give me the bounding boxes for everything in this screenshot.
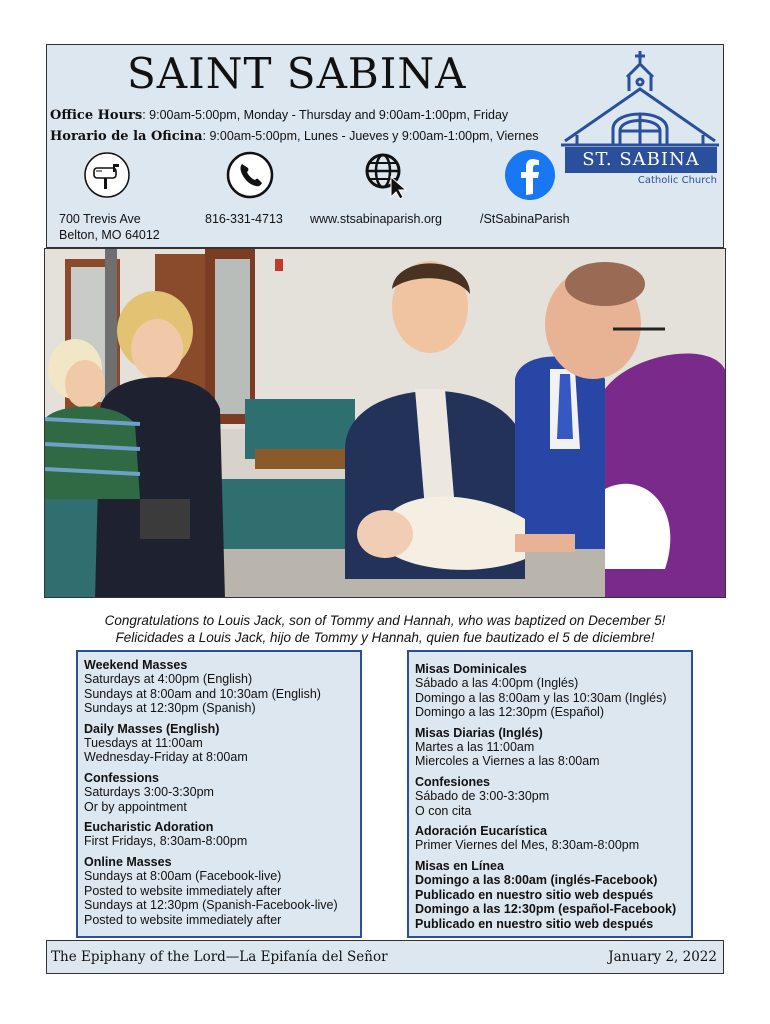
schedule-line: Sábado a las 4:00pm (Inglés) (415, 676, 579, 691)
office-hours-label: Office Hours (50, 108, 143, 123)
bulletin-date: January 2, 2022 (608, 949, 717, 965)
mailbox-icon (83, 151, 131, 199)
schedule-line: Sundays at 12:30pm (Spanish) (84, 701, 256, 716)
office-hours-value: : 9:00am-5:00pm, Monday - Thursday and 9:00am-1:00pm, Friday (142, 108, 509, 122)
section-heading: Misas Diarias (Inglés) (415, 725, 543, 740)
schedule-line: O con cita (415, 803, 472, 818)
phone-number: 816-331-4713 (205, 212, 283, 226)
schedule-section (415, 726, 691, 769)
schedule-line: First Fridays, 8:30am-8:00pm (84, 834, 248, 849)
caption-spanish: Felicidades a Louis Jack, hijo de Tommy y Hannah, quien fue bautizado el 5 de diciembre! (115, 630, 655, 645)
schedule-line: Wednesday-Friday at 8:00am (84, 750, 248, 765)
section-heading: Weekend Masses (84, 658, 188, 672)
schedule-section (84, 658, 360, 716)
feast-title: The Epiphany of the Lord—La Epifanía del Señor (51, 949, 388, 965)
schedule-line: Publicado en nuestro sitio web después (415, 887, 654, 902)
globe-cursor-icon (363, 151, 411, 199)
footer-bar (46, 940, 724, 974)
schedule-section (84, 820, 360, 849)
schedule-line: Sundays at 8:00am and 10:30am (English) (84, 686, 321, 701)
baptism-scene-illustration (45, 249, 726, 598)
baptism-photo (44, 248, 726, 598)
schedule-line: Primer Viernes del Mes, 8:30am-8:00pm (415, 838, 640, 853)
horario-value: : 9:00am-5:00pm, Lunes - Jueves y 9:00am-1:00pm, Viernes (202, 129, 539, 143)
mass-schedule-english (76, 650, 362, 938)
caption-english: Congratulations to Louis Jack, son of Tommy and Hannah, who was baptized on December 5! (104, 613, 666, 628)
section-heading: Online Masses (84, 854, 172, 869)
mass-schedule-spanish (407, 650, 693, 938)
address (59, 211, 160, 243)
horario-oficina (50, 129, 539, 144)
schedule-line: Martes a las 11:00am (415, 740, 535, 755)
section-heading: Misas en Línea (415, 858, 504, 873)
phone-icon (226, 151, 274, 199)
schedule-section (84, 771, 360, 814)
schedule-line: Sábado de 3:00-3:30pm (415, 789, 550, 804)
section-heading: Misas Dominicales (415, 662, 527, 676)
logo-name: ST. SABINA (565, 147, 717, 173)
schedule-section (415, 662, 691, 720)
schedule-line: Saturdays at 4:00pm (English) (84, 672, 253, 687)
address-line-1: 700 Trevis Ave (59, 212, 141, 226)
header-panel (46, 44, 724, 248)
schedule-line: Domingo a las 12:30pm (Español) (415, 705, 604, 720)
website-link[interactable]: www.stsabinaparish.org (310, 212, 443, 226)
schedule-section (84, 722, 360, 765)
schedule-line: Domingo a las 8:00am y las 10:30am (Inglés) (415, 690, 667, 705)
schedule-line: Posted to website immediately after (84, 883, 282, 898)
schedule-section (415, 859, 691, 931)
logo-subtitle: Catholic Church (637, 175, 717, 186)
horario-label: Horario de la Oficina (50, 129, 203, 144)
schedule-section (415, 824, 691, 853)
schedule-line: Domingo a las 8:00am (inglés-Facebook) (415, 873, 658, 888)
schedule-line: Or by appointment (84, 799, 187, 814)
section-heading: Daily Masses (English) (84, 721, 220, 736)
schedule-line: Sundays at 8:00am (Facebook-live) (84, 869, 282, 884)
section-heading: Confessions (84, 770, 160, 785)
facebook-link[interactable]: /StSabinaParish (480, 212, 570, 226)
section-heading: Confesiones (415, 774, 491, 789)
section-heading: Adoración Eucarística (415, 824, 547, 839)
schedule-section (415, 775, 691, 818)
photo-caption (46, 612, 724, 646)
schedule-line: Publicado en nuestro sitio web después (415, 916, 654, 931)
schedule-line: Tuesdays at 11:00am (84, 736, 203, 751)
page-title: SAINT SABINA (127, 49, 467, 98)
schedule-section (84, 855, 360, 927)
schedule-line: Miercoles a Viernes a las 8:00am (415, 754, 600, 769)
office-hours (50, 108, 508, 123)
schedule-line: Saturdays 3:00-3:30pm (84, 785, 214, 800)
section-heading: Eucharistic Adoration (84, 820, 214, 835)
schedule-line: Sundays at 12:30pm (Spanish-Facebook-live) (84, 898, 338, 913)
schedule-line: Posted to website immediately after (84, 912, 282, 927)
address-line-2: Belton, MO 64012 (59, 228, 160, 242)
facebook-icon (504, 149, 556, 201)
schedule-line: Domingo a las 12:30pm (español-Facebook) (415, 902, 677, 917)
